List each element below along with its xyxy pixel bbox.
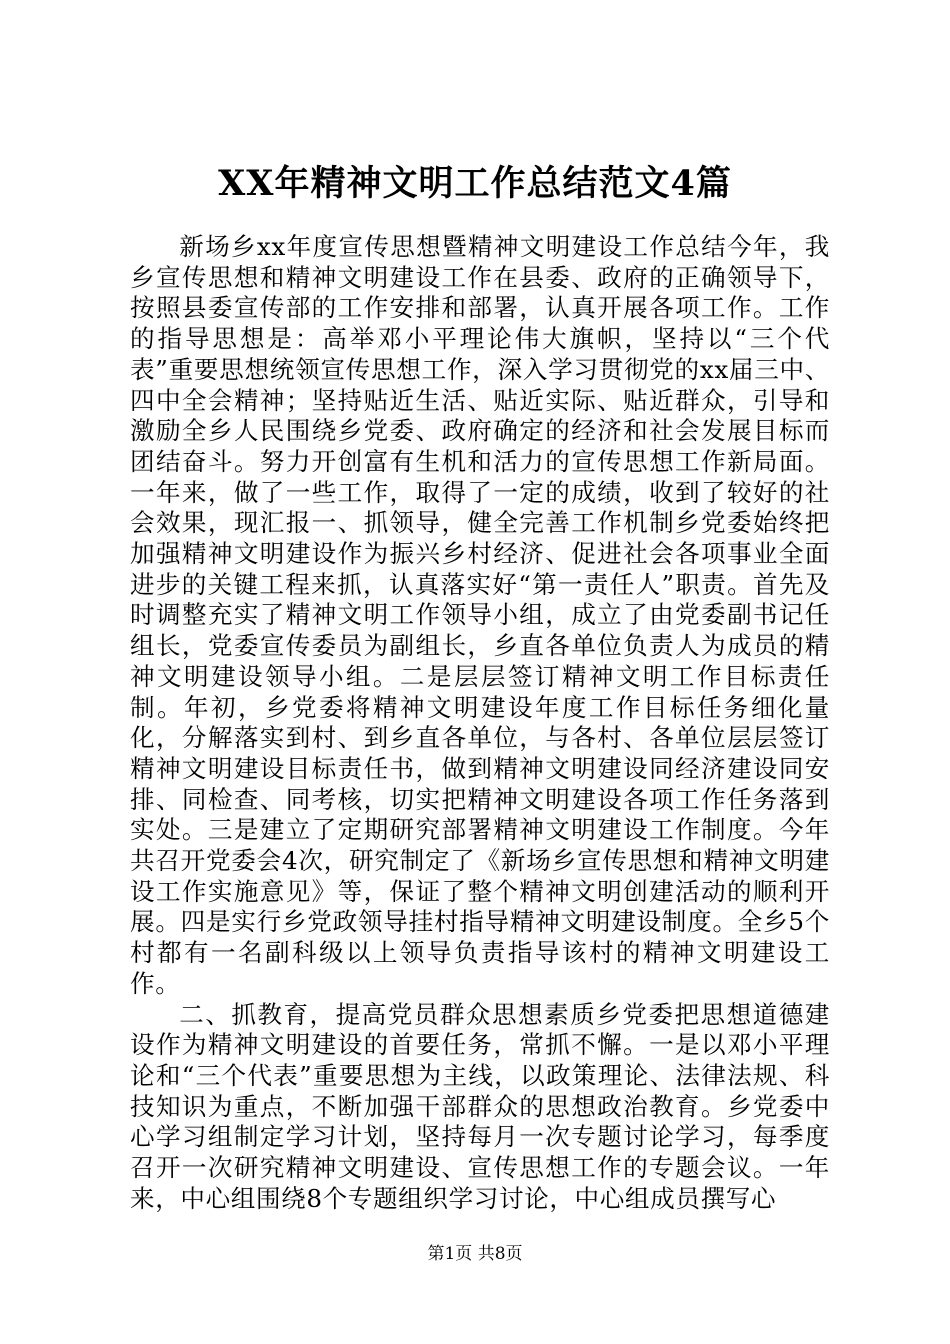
document-title: XX年精神文明工作总结范文4篇 bbox=[218, 163, 732, 204]
paragraph-1: 新场乡xx年度宣传思想暨精神文明建设工作总结今年，我乡宣传思想和精神文明建设工作在县委、政府的正确领导下，按照县委宣传部的工作安排和部署，认真开展各项工作。工作的指导思想是：高举邓小平理论伟大旗帜，坚持以“三个代表”重要思想统领宣传思想工作，深入学习贯彻党的xx届三中、四中全会精神；坚持贴近生活、贴近实际、贴近群众，引导和激励全乡人民围绕乡党委、政府确定的经济和社会发展目标而团结奋斗。努力开创富有生机和活力的宣传思想工作新局面。一年来，做了一些工作，取得了一定的成绩，收到了较好的社会效果，现汇报一、抓领导，健全完善工作机制乡党委始终把加强精神文明建设作为振兴乡村经济、促进社会各项事业全面进步的关键工程来抓，认真落实好“第一责任人”职责。首先及时调整充实了精神文明工作领导小组，成立了由党委副书记任组长，党委宣传委员为副组长，乡直各单位负责人为成员的精神文明建设领导小组。二是层层签订精神文明工作目标责任制。年初，乡党委将精神文明建设年度工作目标任务细化量化，分解落实到村、到乡直各单位，与各村、各单位层层签订精神文明建设目标责任书，做到精神文明建设同经济建设同安排、同检查、同考核，切实把精神文明建设各项工作任务落到实处。三是建立了定期研究部署精神文明建设工作制度。今年共召开党委会4次，研究制定了《新场乡宣传思想和精神文明建设工作实施意见》等，保证了整个精神文明创建活动的顺利开展。四是实行乡党政领导挂村指导精神文明建设制度。全乡5个村都有一名副科级以上领导负责指导该村的精神文明建设工作。 bbox=[130, 232, 830, 998]
page-number-footer: 第1页 共8页 bbox=[427, 1244, 523, 1264]
document-body bbox=[130, 232, 830, 1215]
paragraph-2: 二、抓教育，提高党员群众思想素质乡党委把思想道德建设作为精神文明建设的首要任务，常抓不懈。一是以邓小平理论和“三个代表”重要思想为主线，以政策理论、法律法规、科技知识为重点，不断加强干部群众的思想政治教育。乡党委中心学习组制定学习计划，坚持每月一次专题讨论学习，每季度召开一次研究精神文明建设、宣传思想工作的专题会议。一年来，中心组围绕8个专题组织学习讨论，中心组成员撰写心 bbox=[130, 999, 830, 1213]
